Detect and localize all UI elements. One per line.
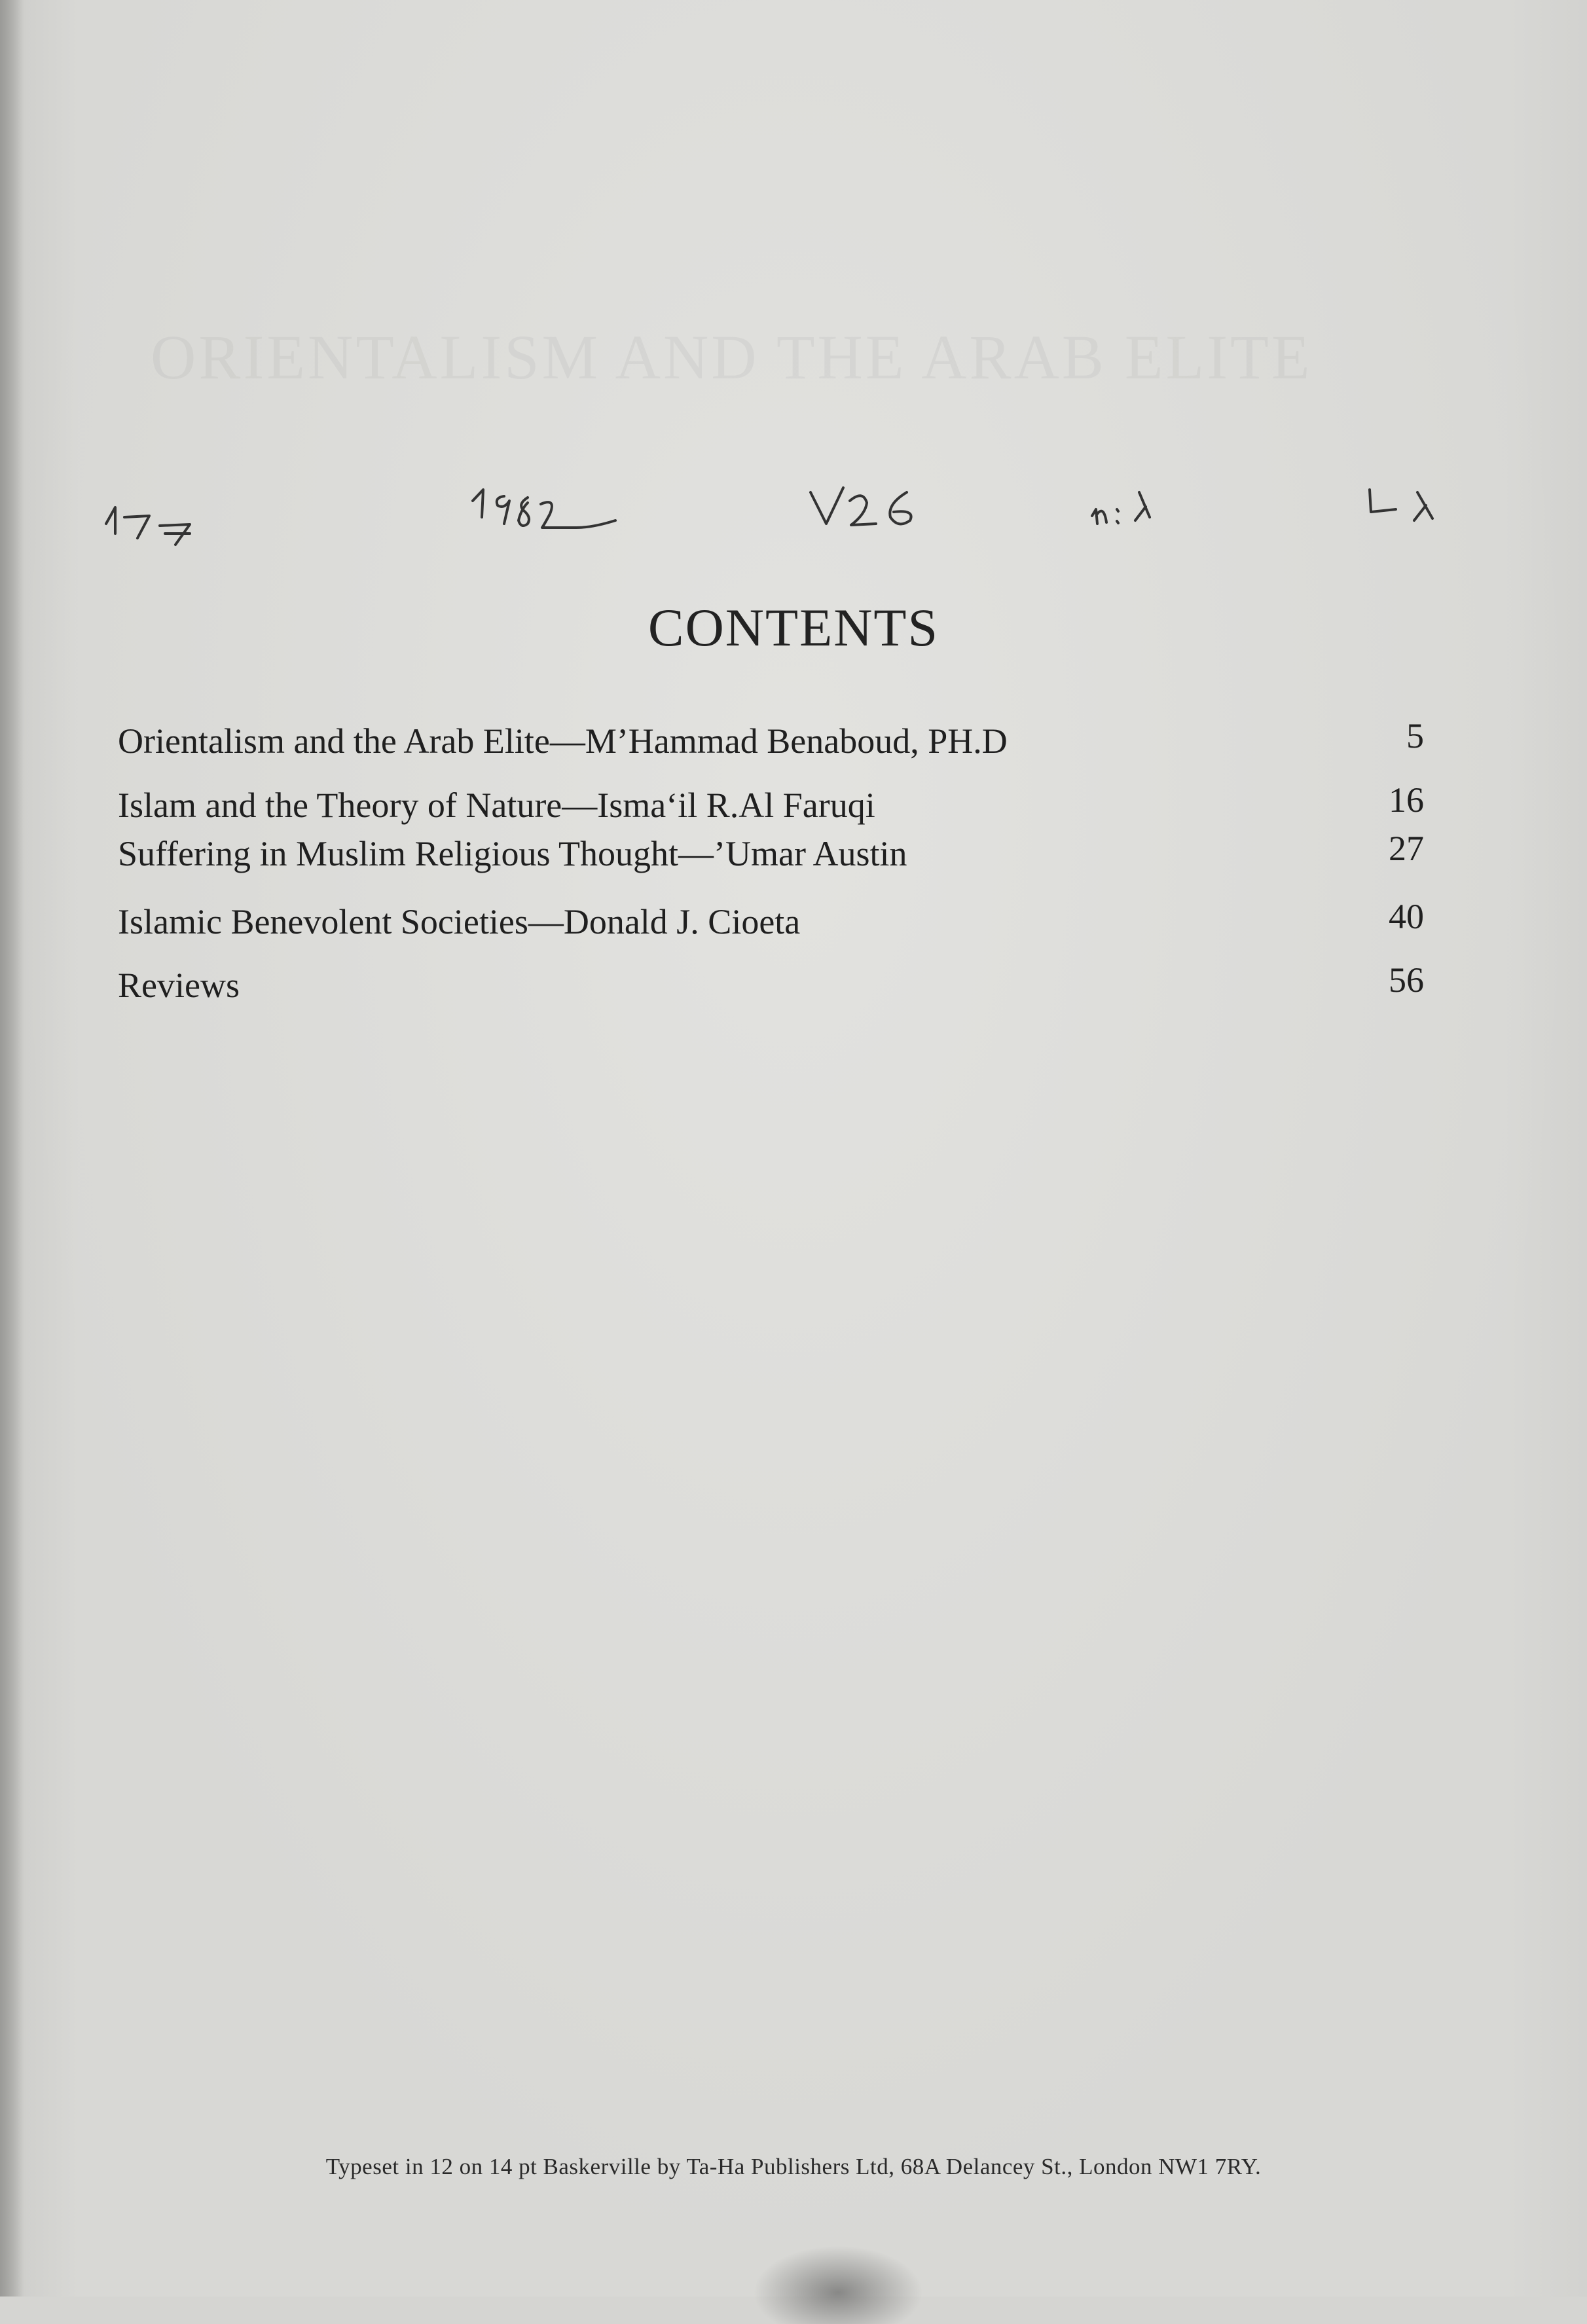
annotation-1982 (473, 490, 615, 528)
annotation-n1 (1092, 492, 1150, 524)
toc-entry-page: 40 (1389, 897, 1424, 936)
toc-entry-page: 56 (1389, 960, 1424, 1000)
handwritten-annotations (0, 0, 1587, 589)
toc-entry-title: Islamic Benevolent Societies—Donald J. Cioeta (118, 902, 801, 941)
toc-entry (118, 960, 1424, 1006)
toc-entry-title: Orientalism and the Arab Elite—M’Hammad Benaboud, PH.D (118, 721, 1008, 761)
annotation-177 (106, 507, 190, 545)
toc-entry-page: 16 (1389, 780, 1424, 820)
toc-entry-page: 5 (1406, 716, 1424, 755)
typeset-footer: Typeset in 12 on 14 pt Baskerville by Ta-Ha Publishers Ltd, 68A Delancey St., London NW1 7RY. (325, 2154, 1262, 2179)
toc-entry-title: Reviews (118, 966, 240, 1005)
show-through-title: ORIENTALISM AND THE ARAB ELITE (151, 322, 1313, 392)
toc-entry (118, 829, 1424, 875)
scan-shadow (753, 2245, 923, 2324)
toc-entry (118, 716, 1424, 762)
toc-entry (118, 780, 1424, 826)
toc-entry-page: 27 (1389, 829, 1424, 868)
annotation-la (1370, 490, 1432, 520)
toc-entry (118, 897, 1424, 943)
annotation-v26 (811, 488, 911, 525)
toc-entry-title: Islam and the Theory of Nature—Isma‘il R.Al Faruqi (118, 786, 875, 825)
toc-entry-title: Suffering in Muslim Religious Thought—’Umar Austin (118, 834, 907, 873)
contents-heading: CONTENTS (648, 598, 939, 657)
